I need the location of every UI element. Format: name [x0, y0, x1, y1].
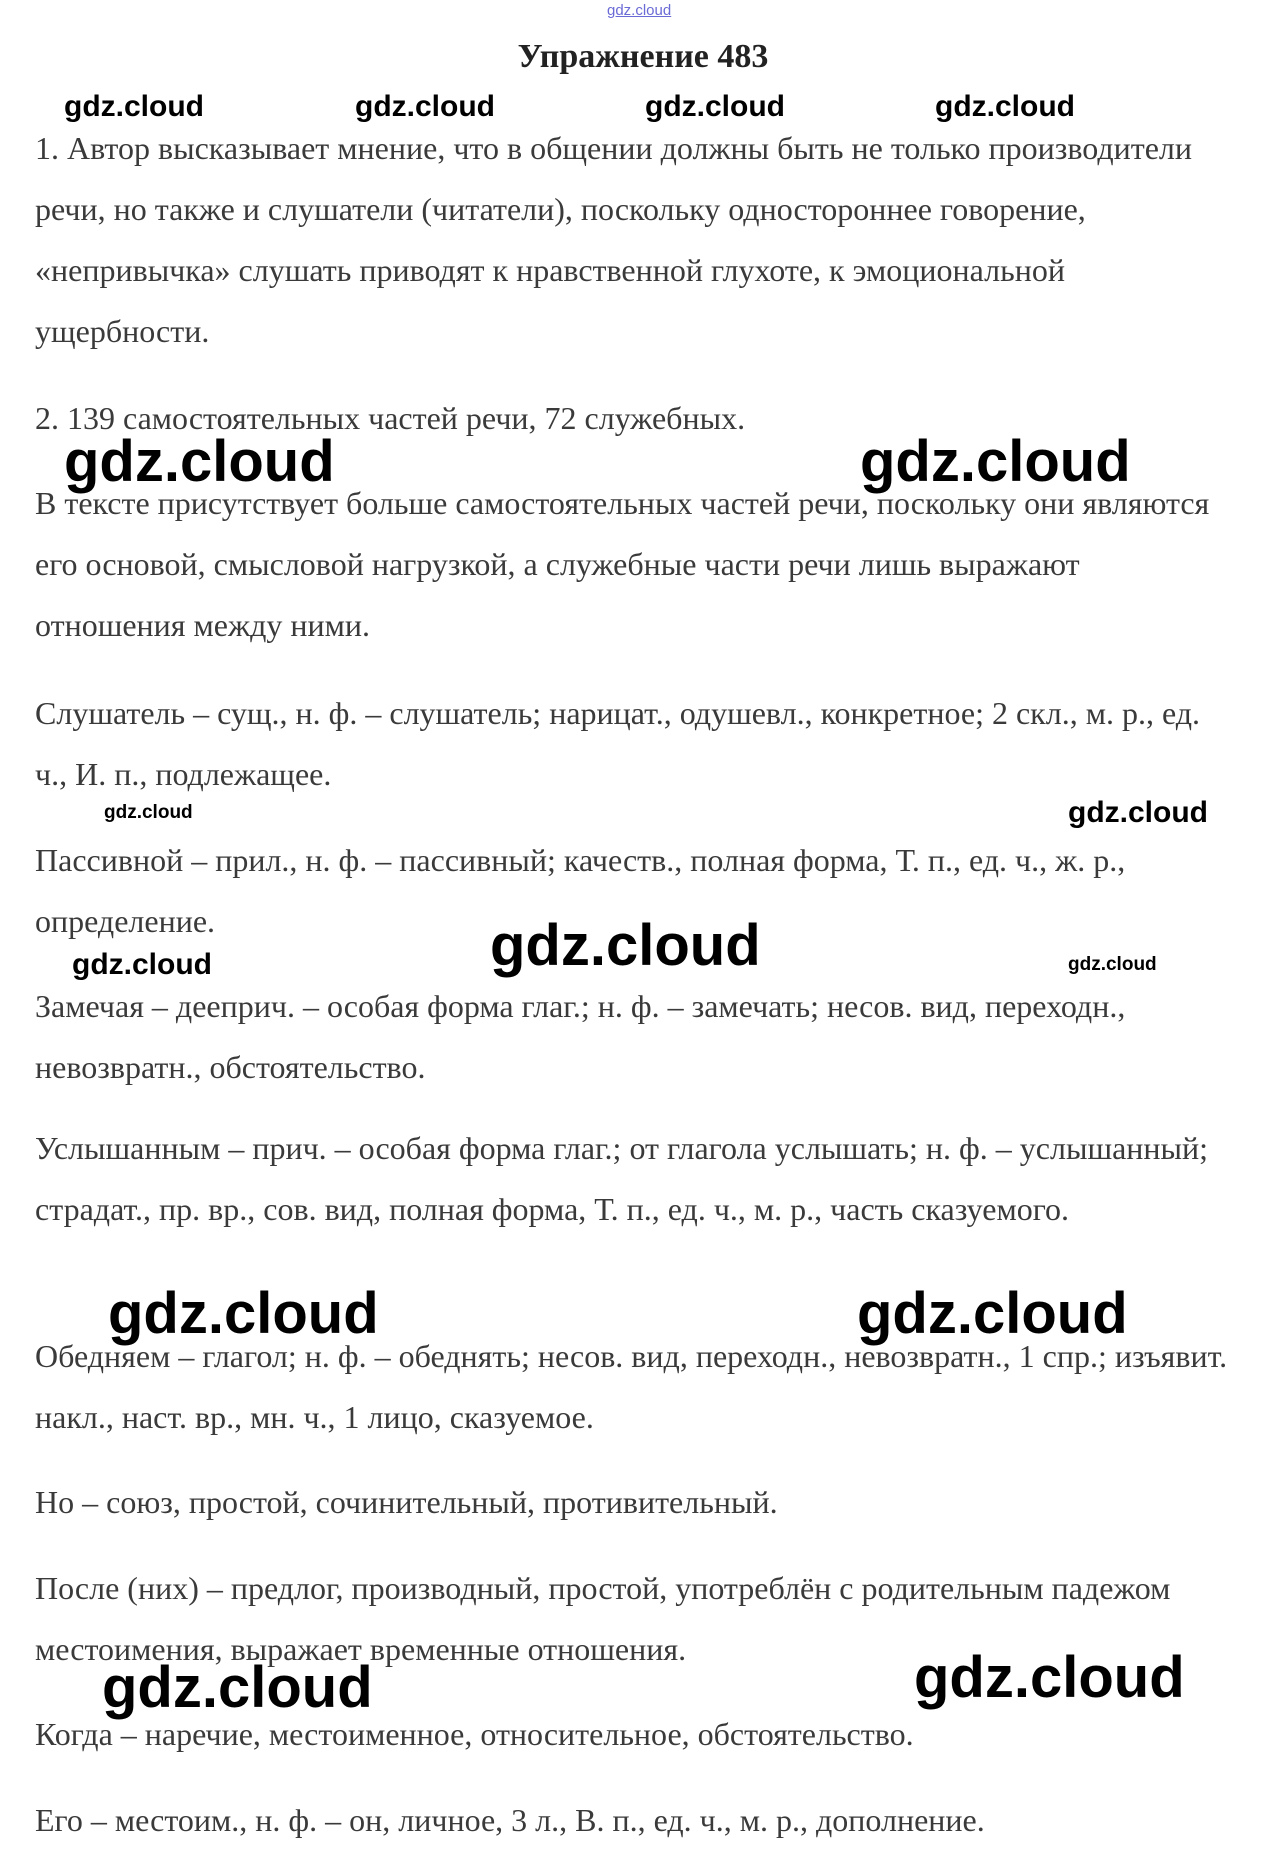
watermark: gdz.cloud	[64, 90, 204, 123]
parse-posle: После (них) – предлог, производный, простой, употреблён с родительным падежом местоимения, выражает временные отношения.	[35, 1570, 1171, 1667]
parse-kogda: Когда – наречие, местоименное, относительное, обстоятельство.	[35, 1716, 914, 1752]
watermark: gdz.cloud	[935, 90, 1075, 123]
watermark: gdz.cloud	[355, 90, 495, 123]
parse-ego: Его – местоим., н. ф. – он, личное, 3 л., В. п., ед. ч., м. р., дополнение.	[35, 1802, 985, 1838]
watermark: gdz.cloud	[108, 1281, 379, 1346]
watermark: gdz.cloud	[490, 913, 761, 978]
watermark: gdz.cloud	[72, 948, 212, 981]
watermark: gdz.cloud	[1068, 796, 1208, 829]
parse-zamechaya: Замечая – дееприч. – особая форма глаг.; н. ф. – замечать; несов. вид, переходн., невозвратн., обстоятельство.	[35, 988, 1126, 1085]
parse-no: Но – союз, простой, сочинительный, противительный.	[35, 1484, 778, 1520]
watermark: gdz.cloud	[104, 802, 193, 823]
parse-uslyshannym: Услышанным – прич. – особая форма глаг.; от глагола услышать; н. ф. – услышанный; страдат., пр. вр., сов. вид, полная форма, Т. п., ед. ч., м. р., часть сказуемого.	[35, 1130, 1209, 1227]
watermark: gdz.cloud	[860, 429, 1131, 494]
answer-paragraph-1: 1. Автор высказывает мнение, что в общении должны быть не только производители речи, но также и слушатели (читатели), поскольку одностороннее говорение, «непривычка» слушать приводят к нравственной глухоте, к эмоциональной ущербности.	[35, 130, 1192, 349]
watermark: gdz.cloud	[914, 1645, 1185, 1710]
watermark: gdz.cloud	[645, 90, 785, 123]
parse-passivnoy: Пассивной – прил., н. ф. – пассивный; качеств., полная форма, Т. п., ед. ч., ж. р., определение.	[35, 842, 1126, 939]
watermark: gdz.cloud	[102, 1655, 373, 1720]
top-watermark-link[interactable]: gdz.cloud	[607, 2, 672, 19]
watermark: gdz.cloud	[857, 1281, 1128, 1346]
answer-paragraph-2: 2. 139 самостоятельных частей речи, 72 служебных.	[35, 400, 746, 436]
page-title: Упражнение 483	[517, 38, 769, 75]
parse-obednyaem: Обедняем – глагол; н. ф. – обеднять; несов. вид, переходн., невозвратн., 1 спр.; изъявит. накл., наст. вр., мн. ч., 1 лицо, сказуемое.	[35, 1338, 1228, 1435]
watermark: gdz.cloud	[1068, 954, 1157, 975]
watermark: gdz.cloud	[64, 429, 335, 494]
parse-slushatel: Слушатель – сущ., н. ф. – слушатель; нарицат., одушевл., конкретное; 2 скл., м. р., ед. ч., И. п., подлежащее.	[35, 695, 1200, 792]
answer-paragraph-3: В тексте присутствует больше самостоятельных частей речи, поскольку они являются его основой, смысловой нагрузкой, а служебные части речи лишь выражают отношения между ними.	[35, 485, 1210, 643]
